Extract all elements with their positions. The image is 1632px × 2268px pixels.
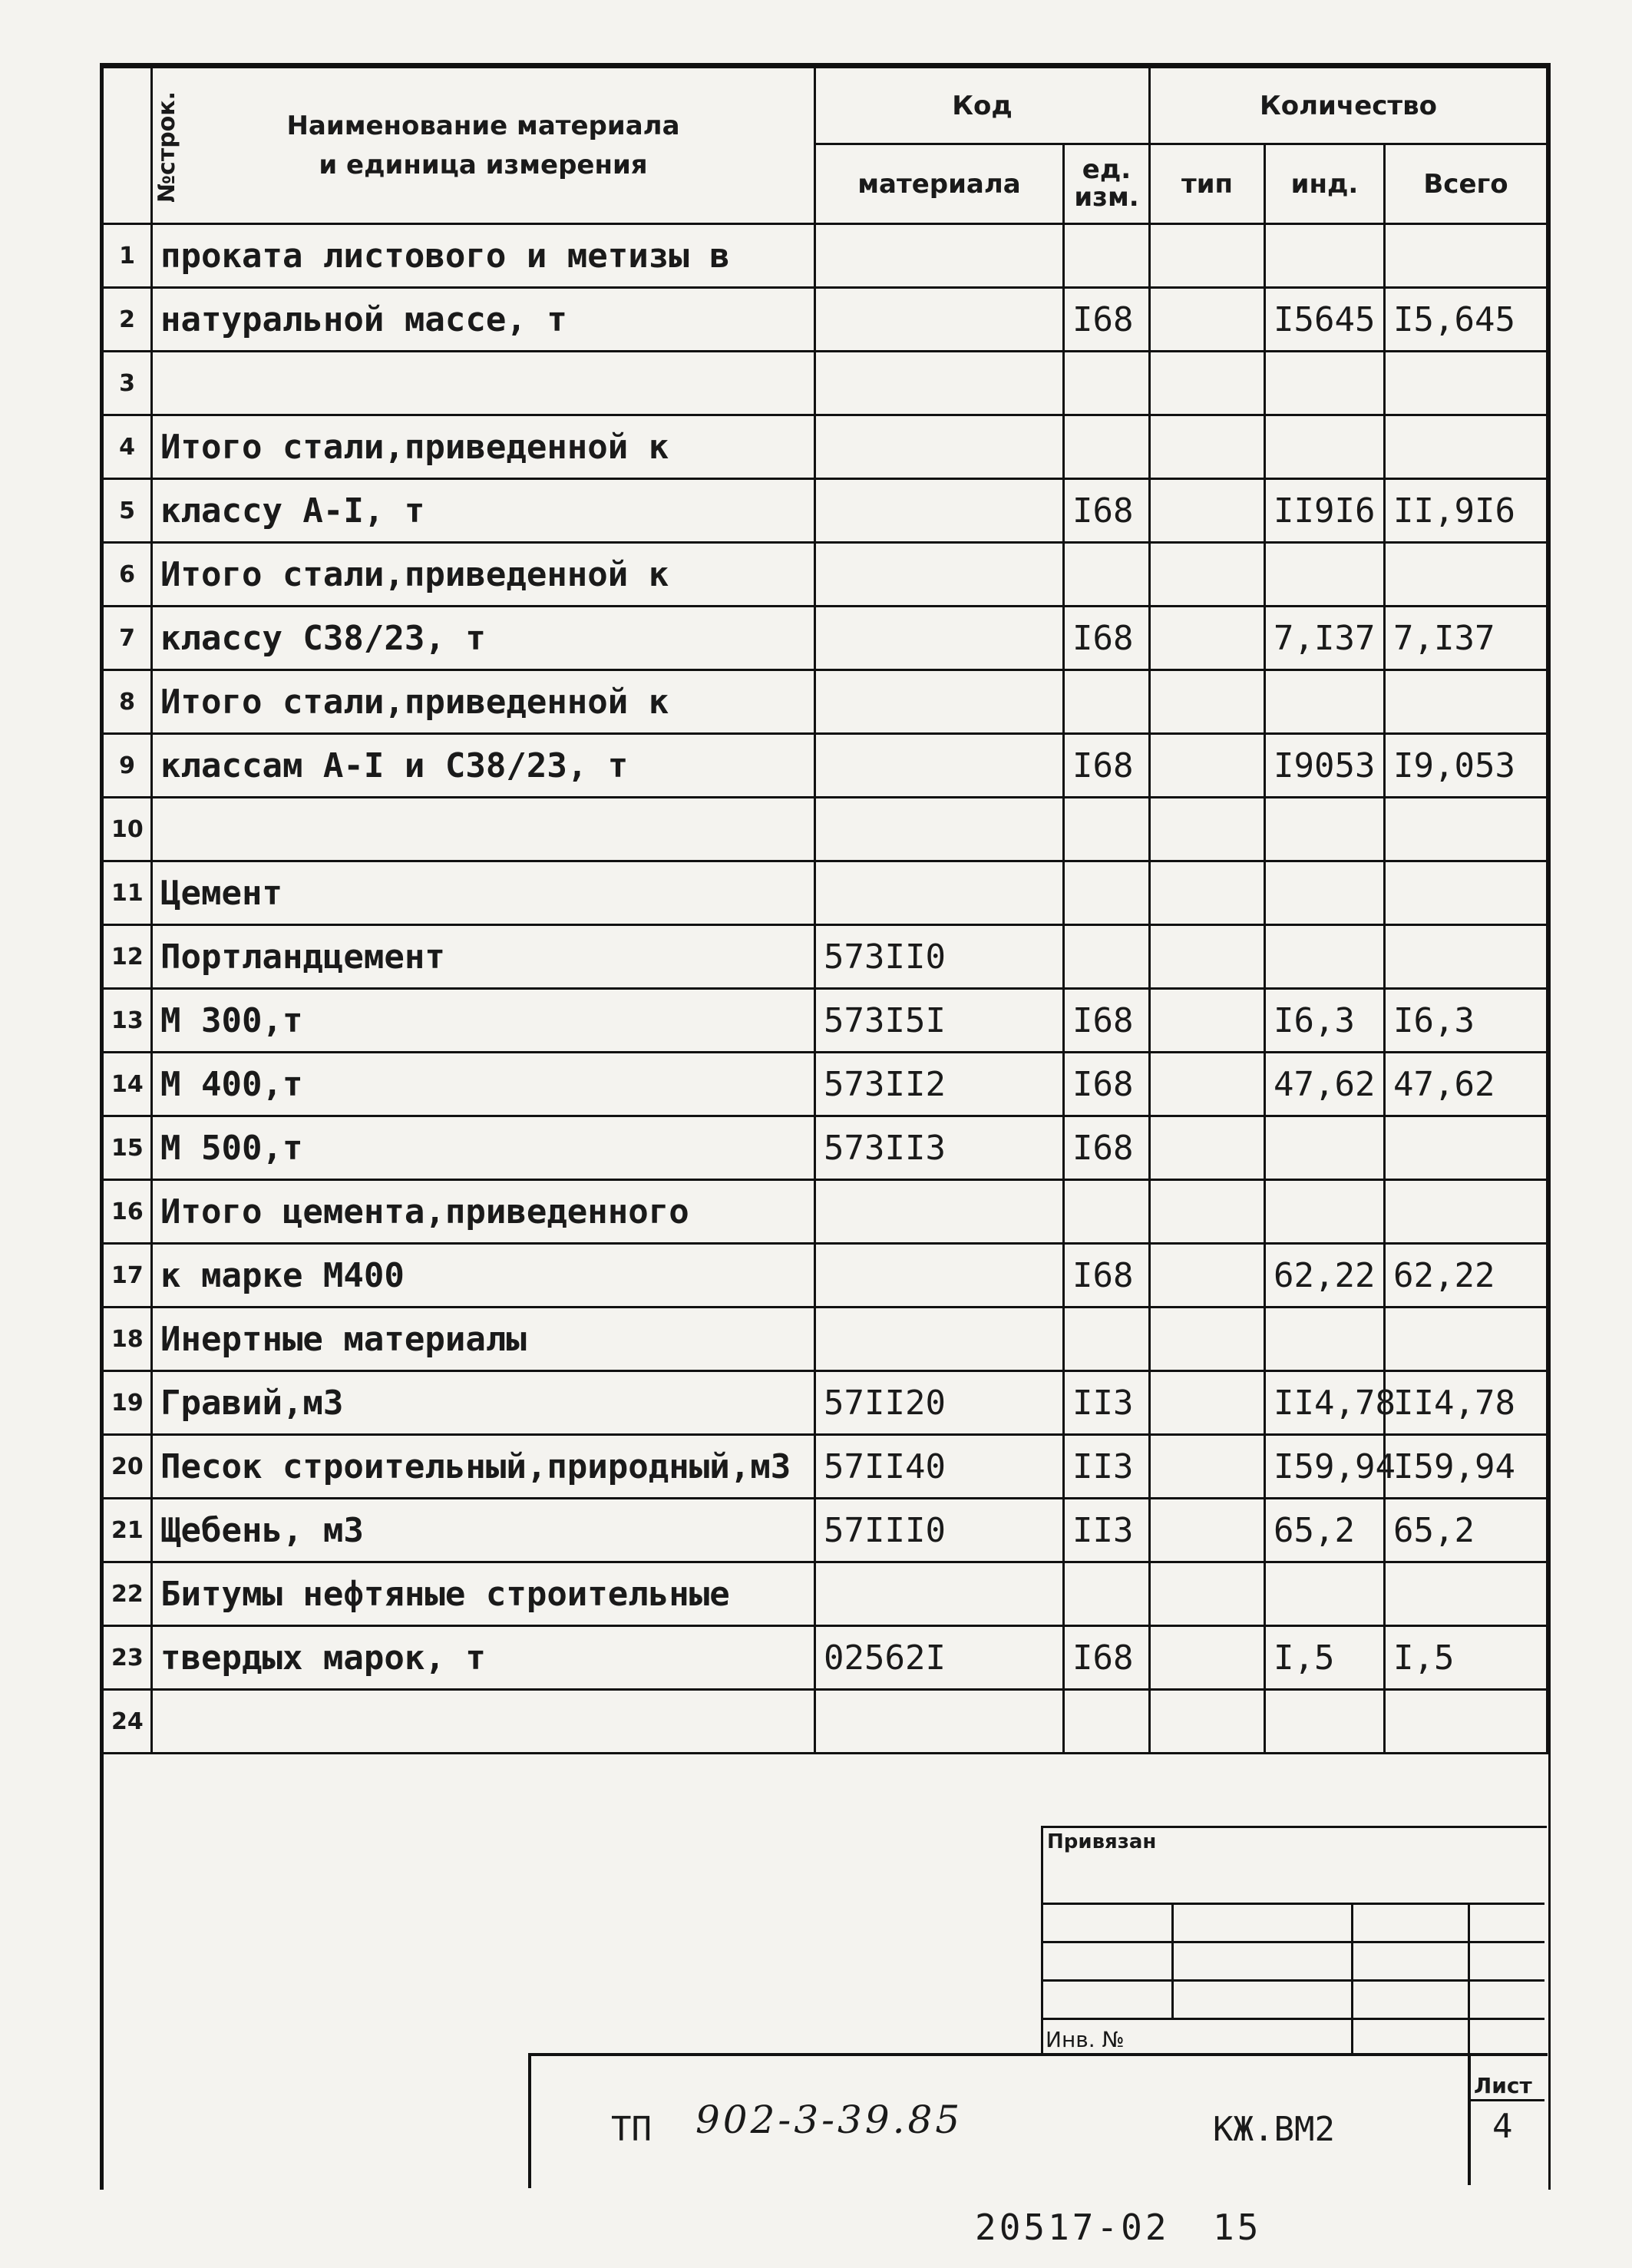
quantity-type-cell <box>1150 479 1265 543</box>
project-number: 902-3-39.85 <box>695 2098 963 2142</box>
unit-code-cell: I68 <box>1064 479 1150 543</box>
quantity-total-cell: I5,645 <box>1385 288 1548 352</box>
title-block <box>528 2053 1548 2188</box>
material-name-cell <box>152 1690 815 1754</box>
unit-code-cell: I68 <box>1064 989 1150 1053</box>
material-name-cell: натуральной массе, т <box>152 288 815 352</box>
table-row <box>103 352 1548 415</box>
unit-code-cell <box>1064 1180 1150 1244</box>
quantity-ind-cell: 47,62 <box>1265 1053 1385 1116</box>
quantity-ind-cell: II9I6 <box>1265 479 1385 543</box>
quantity-ind-cell: I59,94 <box>1265 1435 1385 1499</box>
quantity-ind-cell: 7,I37 <box>1265 607 1385 670</box>
quantity-ind-cell <box>1265 224 1385 288</box>
row-number-cell: 13 <box>103 989 152 1053</box>
table-row <box>103 288 1548 352</box>
quantity-ind-cell <box>1265 1116 1385 1180</box>
quantity-type-cell <box>1150 1308 1265 1371</box>
material-code-cell <box>815 798 1064 861</box>
quantity-total-cell <box>1385 798 1548 861</box>
quantity-type-cell <box>1150 989 1265 1053</box>
material-name-cell: классу А-I, т <box>152 479 815 543</box>
quantity-ind-cell <box>1265 543 1385 607</box>
material-code-cell <box>815 1180 1064 1244</box>
tp-label: ТП <box>611 2110 652 2149</box>
quantity-total-cell <box>1385 1690 1548 1754</box>
material-name-cell: М 500,т <box>152 1116 815 1180</box>
quantity-total-cell: 65,2 <box>1385 1499 1548 1562</box>
material-code-cell <box>815 288 1064 352</box>
quantity-total-cell <box>1385 1308 1548 1371</box>
quantity-total-cell <box>1385 543 1548 607</box>
unit-code-cell <box>1064 224 1150 288</box>
table-row <box>103 1180 1548 1244</box>
table-row <box>103 607 1548 670</box>
table-row <box>103 543 1548 607</box>
unit-code-cell <box>1064 1690 1150 1754</box>
row-number-cell: 12 <box>103 925 152 989</box>
unit-code-cell: II3 <box>1064 1435 1150 1499</box>
quantity-ind-cell <box>1265 1308 1385 1371</box>
material-code-cell: 57III0 <box>815 1499 1064 1562</box>
table-row <box>103 1244 1548 1308</box>
unit-code-cell: I68 <box>1064 734 1150 798</box>
material-code-cell <box>815 352 1064 415</box>
quantity-type-cell <box>1150 607 1265 670</box>
quantity-total-cell: 62,22 <box>1385 1244 1548 1308</box>
row-number-cell: 7 <box>103 607 152 670</box>
bound-label: Привязан <box>1047 1830 1157 1853</box>
material-code-cell: 02562I <box>815 1626 1064 1690</box>
quantity-type-cell <box>1150 288 1265 352</box>
quantity-type-cell <box>1150 1690 1265 1754</box>
material-code-cell: 573II2 <box>815 1053 1064 1116</box>
quantity-total-cell: I6,3 <box>1385 989 1548 1053</box>
material-code-header: материала <box>815 144 1064 224</box>
table-row <box>103 925 1548 989</box>
material-code-cell <box>815 1308 1064 1371</box>
unit-code-cell <box>1064 670 1150 734</box>
quantity-type-cell <box>1150 1244 1265 1308</box>
material-code-cell: 57II40 <box>815 1435 1064 1499</box>
quantity-ind-cell <box>1265 1562 1385 1626</box>
material-code-cell <box>815 670 1064 734</box>
material-name-cell: Итого цемента,приведенного <box>152 1180 815 1244</box>
quantity-type-cell <box>1150 1562 1265 1626</box>
row-number-cell: 6 <box>103 543 152 607</box>
material-code-cell <box>815 543 1064 607</box>
total-header: Всего <box>1385 144 1548 224</box>
unit-code-cell: I68 <box>1064 1116 1150 1180</box>
row-number-header: №строк. <box>103 68 152 224</box>
material-code-cell <box>815 479 1064 543</box>
quantity-total-cell <box>1385 1116 1548 1180</box>
table-row <box>103 1562 1548 1626</box>
unit-code-cell <box>1064 1562 1150 1626</box>
material-name-cell: Инертные материалы <box>152 1308 815 1371</box>
material-code-cell <box>815 415 1064 479</box>
table-row <box>103 1053 1548 1116</box>
table-row <box>103 415 1548 479</box>
row-number-cell: 1 <box>103 224 152 288</box>
material-code-cell: 573II3 <box>815 1116 1064 1180</box>
quantity-total-cell <box>1385 670 1548 734</box>
row-number-cell: 22 <box>103 1562 152 1626</box>
quantity-type-cell <box>1150 1180 1265 1244</box>
quantity-total-cell <box>1385 415 1548 479</box>
drawing-mark: КЖ.ВМ2 <box>1213 2110 1335 2149</box>
quantity-type-cell <box>1150 1116 1265 1180</box>
unit-code-cell: I68 <box>1064 607 1150 670</box>
row-number-cell: 16 <box>103 1180 152 1244</box>
material-name-cell: к марке М400 <box>152 1244 815 1308</box>
quantity-total-cell: 47,62 <box>1385 1053 1548 1116</box>
row-number-cell: 11 <box>103 861 152 925</box>
material-code-cell: 573I5I <box>815 989 1064 1053</box>
material-name-cell: классу С38/23, т <box>152 607 815 670</box>
quantity-total-cell <box>1385 925 1548 989</box>
unit-code-cell: I68 <box>1064 288 1150 352</box>
row-number-cell: 23 <box>103 1626 152 1690</box>
quantity-ind-cell: I6,3 <box>1265 989 1385 1053</box>
material-name-cell: Битумы нефтяные строительные <box>152 1562 815 1626</box>
table-row <box>103 1690 1548 1754</box>
table-row <box>103 224 1548 288</box>
quantity-total-cell: I59,94 <box>1385 1435 1548 1499</box>
quantity-ind-cell: 62,22 <box>1265 1244 1385 1308</box>
quantity-ind-cell: II4,78 <box>1265 1371 1385 1435</box>
quantity-type-cell <box>1150 352 1265 415</box>
material-name-cell: Итого стали,приведенной к <box>152 415 815 479</box>
material-code-cell <box>815 734 1064 798</box>
row-number-cell: 14 <box>103 1053 152 1116</box>
unit-code-cell <box>1064 543 1150 607</box>
quantity-type-cell <box>1150 1626 1265 1690</box>
unit-code-cell: I68 <box>1064 1244 1150 1308</box>
quantity-ind-cell <box>1265 1690 1385 1754</box>
quantity-header: Количество <box>1150 68 1548 144</box>
row-number-cell: 20 <box>103 1435 152 1499</box>
material-code-cell: 573II0 <box>815 925 1064 989</box>
page-number: 15 <box>1213 2207 1262 2248</box>
row-number-cell: 17 <box>103 1244 152 1308</box>
quantity-total-cell <box>1385 1180 1548 1244</box>
material-name-cell: М 400,т <box>152 1053 815 1116</box>
material-name-cell: классам А-I и С38/23, т <box>152 734 815 798</box>
unit-code-cell <box>1064 798 1150 861</box>
material-name-cell: Щебень, м3 <box>152 1499 815 1562</box>
row-number-cell: 4 <box>103 415 152 479</box>
quantity-type-cell <box>1150 734 1265 798</box>
material-name-cell: Гравий,м3 <box>152 1371 815 1435</box>
row-number-cell: 3 <box>103 352 152 415</box>
unit-code-cell <box>1064 415 1150 479</box>
quantity-total-cell <box>1385 352 1548 415</box>
table-row <box>103 1371 1548 1435</box>
row-number-cell: 8 <box>103 670 152 734</box>
table-row <box>103 798 1548 861</box>
quantity-type-cell <box>1150 925 1265 989</box>
quantity-ind-cell: I,5 <box>1265 1626 1385 1690</box>
ind-header: инд. <box>1265 144 1385 224</box>
quantity-type-cell <box>1150 415 1265 479</box>
quantity-ind-cell: 65,2 <box>1265 1499 1385 1562</box>
quantity-ind-cell: I9053 <box>1265 734 1385 798</box>
material-name-cell: М 300,т <box>152 989 815 1053</box>
sheet-number: 4 <box>1492 2107 1513 2146</box>
table-row <box>103 1308 1548 1371</box>
material-code-cell <box>815 607 1064 670</box>
row-number-cell: 5 <box>103 479 152 543</box>
quantity-total-cell: II,9I6 <box>1385 479 1548 543</box>
quantity-total-cell: I9,053 <box>1385 734 1548 798</box>
quantity-type-cell <box>1150 798 1265 861</box>
table-row <box>103 479 1548 543</box>
material-name-header: Наименование материала и единица измерения <box>152 68 815 224</box>
row-number-cell: 19 <box>103 1371 152 1435</box>
quantity-total-cell: II4,78 <box>1385 1371 1548 1435</box>
row-number-cell: 18 <box>103 1308 152 1371</box>
row-number-cell: 9 <box>103 734 152 798</box>
unit-code-cell: II3 <box>1064 1499 1150 1562</box>
quantity-type-cell <box>1150 670 1265 734</box>
unit-code-cell <box>1064 352 1150 415</box>
quantity-ind-cell <box>1265 670 1385 734</box>
material-name-cell: твердых марок, т <box>152 1626 815 1690</box>
quantity-total-cell <box>1385 861 1548 925</box>
materials-table <box>101 66 1548 1754</box>
code-header: Код <box>815 68 1150 144</box>
row-number-cell: 15 <box>103 1116 152 1180</box>
material-name-cell: Итого стали,приведенной к <box>152 543 815 607</box>
quantity-total-cell: I,5 <box>1385 1626 1548 1690</box>
row-number-cell: 24 <box>103 1690 152 1754</box>
table-row <box>103 734 1548 798</box>
unit-code-cell <box>1064 1308 1150 1371</box>
inventory-number-label: Инв. № <box>1046 2027 1125 2052</box>
quantity-total-cell <box>1385 224 1548 288</box>
material-name-cell: Цемент <box>152 861 815 925</box>
unit-code-header: ед. изм. <box>1064 144 1150 224</box>
quantity-ind-cell: I5645 <box>1265 288 1385 352</box>
quantity-ind-cell <box>1265 925 1385 989</box>
material-name-cell <box>152 798 815 861</box>
material-code-cell <box>815 1244 1064 1308</box>
material-name-cell: Портландцемент <box>152 925 815 989</box>
quantity-type-cell <box>1150 861 1265 925</box>
table-row <box>103 1499 1548 1562</box>
archive-code: 20517-02 <box>975 2207 1170 2248</box>
quantity-type-cell <box>1150 1053 1265 1116</box>
unit-code-cell: II3 <box>1064 1371 1150 1435</box>
quantity-ind-cell <box>1265 1180 1385 1244</box>
unit-code-cell: I68 <box>1064 1626 1150 1690</box>
quantity-total-cell <box>1385 1562 1548 1626</box>
material-code-cell <box>815 224 1064 288</box>
unit-code-cell <box>1064 861 1150 925</box>
material-name-cell: Песок строительный,природный,м3 <box>152 1435 815 1499</box>
table-row <box>103 989 1548 1053</box>
row-number-cell: 2 <box>103 288 152 352</box>
table-row <box>103 1116 1548 1180</box>
quantity-type-cell <box>1150 543 1265 607</box>
table-row <box>103 861 1548 925</box>
quantity-total-cell: 7,I37 <box>1385 607 1548 670</box>
type-header: тип <box>1150 144 1265 224</box>
table-row <box>103 670 1548 734</box>
sheet-label: Лист <box>1474 2073 1532 2098</box>
quantity-type-cell <box>1150 1371 1265 1435</box>
quantity-type-cell <box>1150 1499 1265 1562</box>
quantity-ind-cell <box>1265 352 1385 415</box>
material-code-cell <box>815 1562 1064 1626</box>
table-row <box>103 1626 1548 1690</box>
quantity-type-cell <box>1150 1435 1265 1499</box>
material-name-cell: проката листового и метизы в <box>152 224 815 288</box>
material-name-cell: Итого стали,приведенной к <box>152 670 815 734</box>
row-number-cell: 10 <box>103 798 152 861</box>
quantity-ind-cell <box>1265 415 1385 479</box>
row-number-cell: 21 <box>103 1499 152 1562</box>
unit-code-cell <box>1064 925 1150 989</box>
material-code-cell <box>815 861 1064 925</box>
material-name-cell <box>152 352 815 415</box>
material-code-cell <box>815 1690 1064 1754</box>
quantity-ind-cell <box>1265 798 1385 861</box>
unit-code-cell: I68 <box>1064 1053 1150 1116</box>
table-row <box>103 1435 1548 1499</box>
material-code-cell: 57II20 <box>815 1371 1064 1435</box>
quantity-type-cell <box>1150 224 1265 288</box>
quantity-ind-cell <box>1265 861 1385 925</box>
